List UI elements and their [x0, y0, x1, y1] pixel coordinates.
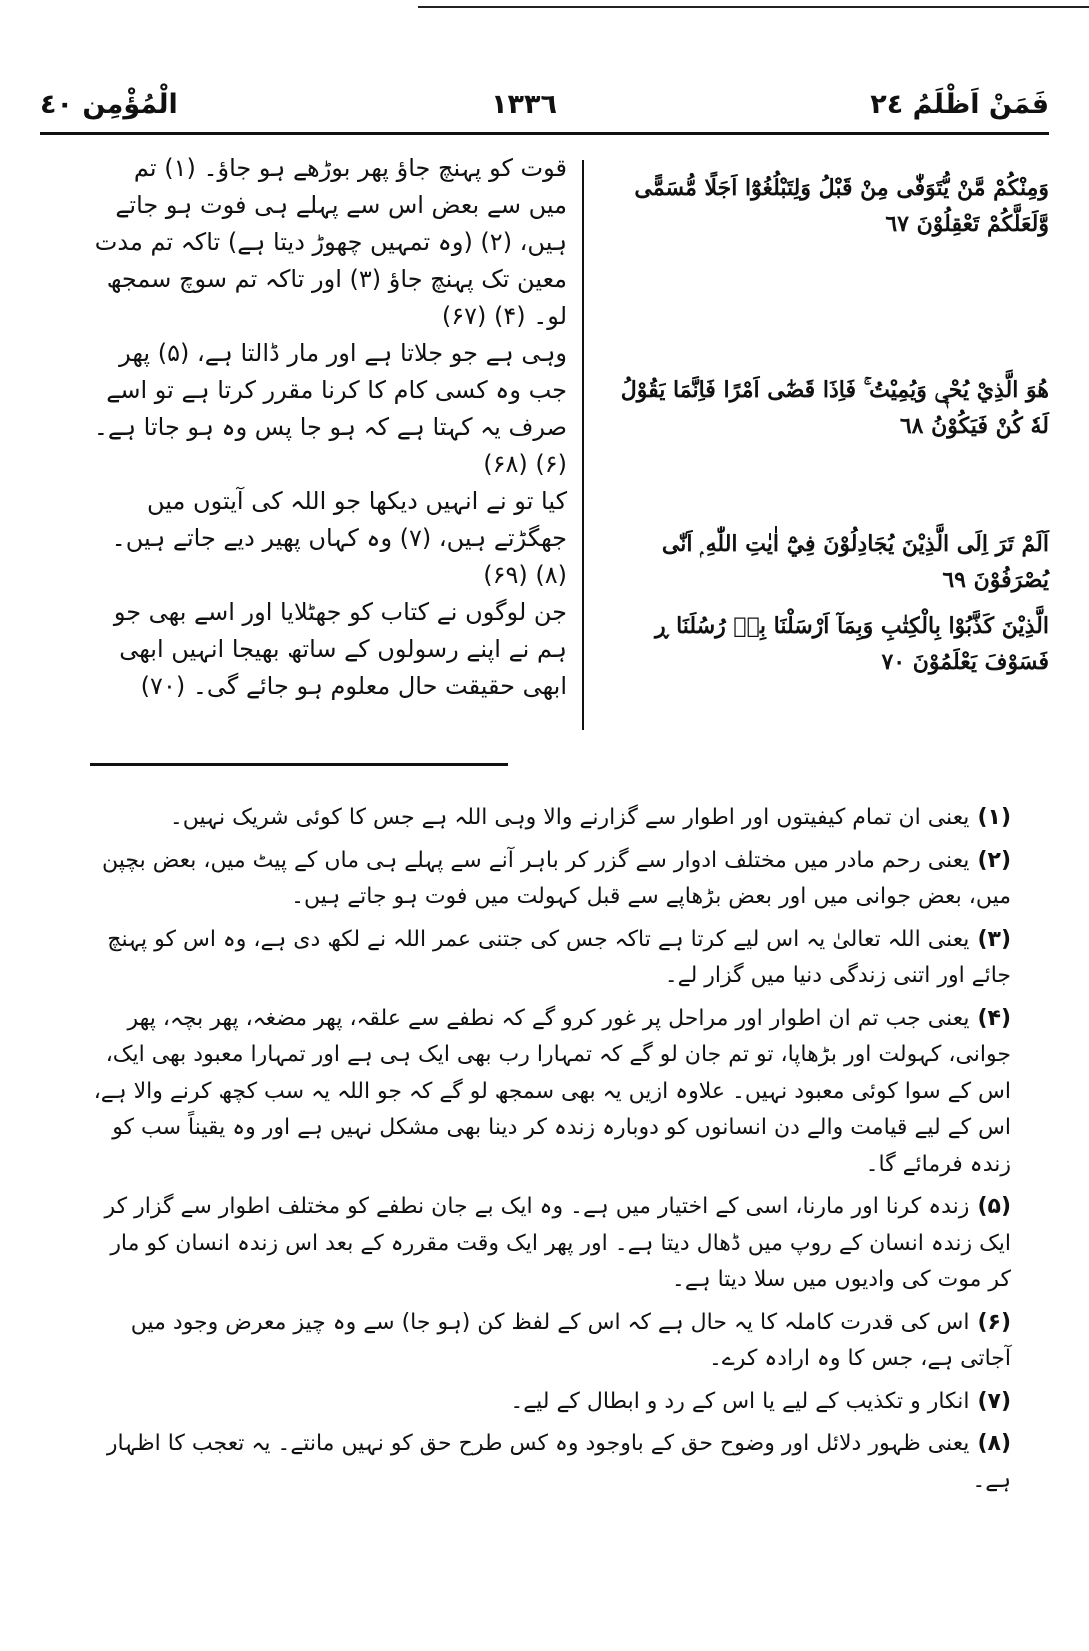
footnote-text: یعنی ان تمام کیفیتوں اور اطوار سے گزارنے والا وہی اللہ ہے جس کا کوئی شریک نہیں۔ — [169, 805, 970, 830]
footnotes — [90, 800, 1011, 1505]
arabic-verse-69: اَلَمْ تَرَ اِلَى الَّذِيْنَ يُجَادِلُوْنَ فِيْٓ اٰيٰتِ اللّٰهِ ۭ اَنّٰى يُصْرَفُوْنَ ٦٩ — [661, 531, 1049, 593]
translation-verse-70: جن لوگوں نے کتاب کو جھٹلایا اور اسے بھی جو ہم نے اپنے رسولوں کے ساتھ بھیجا انہیں ابھی ابھی حقیقت حال معلوم ہو جائے گی۔ (۷۰) — [113, 598, 567, 700]
footnote-number: (۷) — [977, 1388, 1011, 1414]
footnote-number: (۵) — [977, 1194, 1011, 1219]
arabic-verse-70: الَّذِيْنَ كَذَّبُوْا بِالْكِتٰبِ وَبِمَآ اَرْسَلْنَا بِهٖ رُسُلَنَا ڕ فَسَوْفَ يَعْلَمُوْنَ ٧٠ — [655, 613, 1049, 675]
footnote — [90, 800, 1011, 837]
footnote-number: (۱) — [977, 805, 1011, 830]
header-juz: فَمَنْ اَظْلَمُ ٢٤ — [870, 88, 1049, 120]
translation-column — [85, 150, 567, 720]
arabic-column — [595, 150, 1049, 720]
footnote-number: (۴) — [977, 1005, 1011, 1031]
footnote — [90, 922, 1011, 995]
footnote-text: انکار و تکذیب کے لیے یا اس کے رد و ابطال کے لیے۔ — [510, 1388, 970, 1414]
footnote-text: یعنی رحم مادر میں مختلف ادوار سے گزر کر باہر آنے سے پہلے ہی ماں کے پیٹ میں، بعض بچپن میں، بعض جوانی میں اور بعض بڑھاپے سے قبل کہولت میں فوت ہو جاتے ہیں۔ — [102, 847, 1011, 909]
footnote-text: یعنی ظہور دلائل اور وضوح حق کے باوجود وہ کس طرح حق کو نہیں مانتے۔ یہ تعجب کا اظہار ہے۔ — [106, 1431, 1011, 1493]
footnote-rule — [90, 763, 508, 766]
arabic-verse-67: وَمِنْكُمْ مَّنْ يُّتَوَفّٰى مِنْ قَبْلُ وَلِتَبْلُغُوْٓا اَجَلًا مُّسَمًّى وَّلَعَلَّكُمْ تَعْقِلُوْنَ ٦٧ — [634, 175, 1049, 237]
footnote-text: یعنی جب تم ان اطوار اور مراحل پر غور کرو گے کہ نطفے سے علقہ، پھر مضغہ، پھر بچہ، پھر جوانی، کہولت اور بڑھاپا، تو تم جان لو گے کہ تمہارا رب بھی ایک ہی ہے اور تمہارا معبود بھی ایک، اس کے سوا کوئی معبود نہیں۔ علاوہ ازیں یہ بھی سمجھ لو گے کہ جو اللہ یہ سب کچھ کرنے والا ہے، اس کے لیے قیامت والے دن انسانوں کو دوبارہ زندہ کر دینا بھی مشکل نہیں ہے اور وہ یقیناً سب کو زندہ فرمائے گا۔ — [93, 1005, 1011, 1177]
footnote — [90, 1384, 1011, 1421]
footnote — [90, 1305, 1011, 1378]
top-rule — [418, 6, 1089, 8]
footnote-number: (۶) — [977, 1309, 1011, 1335]
page-header — [40, 84, 1049, 124]
footnote — [90, 1426, 1011, 1499]
footnote-number: (۲) — [977, 847, 1011, 873]
main-content — [85, 150, 1049, 730]
footnote-number: (۸) — [977, 1431, 1011, 1456]
footnote — [90, 1001, 1011, 1184]
translation-verse-68: وہی ہے جو جلاتا ہے اور مار ڈالتا ہے، (۵) پھر جب وہ کسی کام کا کرنا مقرر کرتا ہے تو اسے صرف یہ کہتا ہے کہ ہو جا پس وہ ہو جاتا ہے۔ (۶) (۶۸) — [93, 339, 567, 478]
footnote-text: یعنی اللہ تعالیٰ یہ اس لیے کرتا ہے تاکہ جس کی جتنی عمر اللہ نے لکھ دی ہے، وہ اس کو پہنچ جائے اور اتنی زندگی دنیا میں گزار لے۔ — [107, 926, 1011, 988]
footnote-text: زندہ کرنا اور مارنا، اسی کے اختیار میں ہے۔ وہ ایک بے جان نطفے کو مختلف اطوار سے گزار کر ایک زندہ انسان کے روپ میں ڈھال دیتا ہے۔ اور پھر ایک وقت مقررہ کے بعد اس زندہ انسان کو مار کر موت کی وادیوں میں سلا دیتا ہے۔ — [104, 1194, 1011, 1292]
page-number: ١٣٣٦ — [491, 88, 557, 120]
header-rule — [40, 132, 1049, 135]
footnote-text: اس کی قدرت کاملہ کا یہ حال ہے کہ اس کے لفظ کن (ہو جا) سے وہ چیز معرض وجود میں آجاتی ہے، جس کا وہ ارادہ کرے۔ — [130, 1309, 1011, 1371]
arabic-verse-68: هُوَ الَّذِيْ يُحْيٖ وَيُمِيْتُ ۚ فَاِذَا قَضٰٓى اَمْرًا فَاِنَّمَا يَقُوْلُ لَهٗ كُنْ فَيَكُوْنُ ٦٨ — [620, 377, 1049, 439]
column-divider — [582, 160, 584, 730]
translation-verse-67: قوت کو پہنچ جاؤ پھر بوڑھے ہو جاؤ۔ (۱) تم میں سے بعض اس سے پہلے ہی فوت ہو جاتے ہیں، (۲) (وہ تمہیں چھوڑ دیتا ہے) تاکہ تم مدت معین تک پہنچ جاؤ (۳) اور تاکہ تم سوچ سمجھ لو۔ (۴) (۶۷) — [94, 154, 567, 330]
footnote-number: (۳) — [977, 926, 1011, 952]
footnote — [90, 1189, 1011, 1299]
header-surah: الْمُؤْمِن ٤٠ — [40, 88, 178, 120]
translation-verse-69: کیا تو نے انہیں دیکھا جو اللہ کی آیتوں میں جھگڑتے ہیں، (۷) وہ کہاں پھیر دیے جاتے ہیں۔ (۸) (۶۹) — [111, 487, 567, 589]
footnote — [90, 843, 1011, 916]
